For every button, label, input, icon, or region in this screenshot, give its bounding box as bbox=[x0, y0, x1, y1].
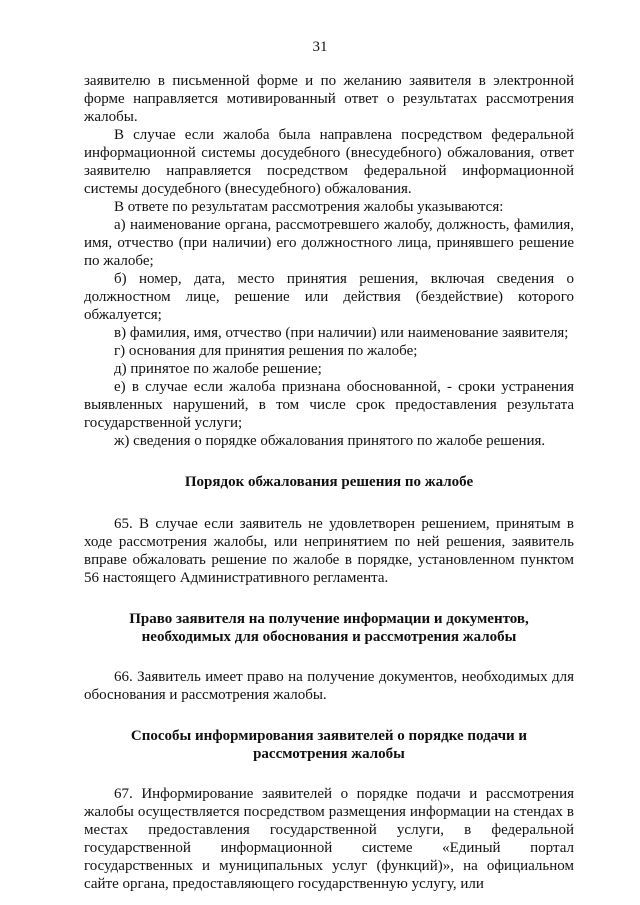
paragraph-65: 65. В случае если заявитель не удовлетворен решением, принятым в ходе рассмотрения жалобы, или непринятием по ней решения, заявитель вправе обжаловать решение по жалобе в порядке, установленном пунктом 56 настоящего Административного регламента. bbox=[84, 516, 574, 586]
paragraph-answer-contents: В ответе по результатам рассмотрения жалобы указываются: bbox=[114, 199, 504, 215]
list-item-d: д) принятое по жалобе решение; bbox=[114, 361, 322, 377]
list-item-g: г) основания для принятия решения по жалобе; bbox=[114, 343, 418, 359]
paragraph-66: 66. Заявитель имеет право на получение документов, необходимых для обоснования и рассмотрения жалобы. bbox=[84, 669, 574, 703]
document-body bbox=[84, 72, 574, 893]
list-item-b: б) номер, дата, место принятия решения, включая сведения о должностном лице, решение или действия (бездействие) которого обжалуется; bbox=[84, 271, 574, 323]
section-heading-informing-line1: Способы информирования заявителей о порядке подачи и bbox=[130, 728, 528, 744]
section-heading-informing bbox=[84, 727, 574, 763]
list-item-zh: ж) сведения о порядке обжалования принятого по жалобе решения. bbox=[114, 433, 546, 449]
section-heading-rights-line2: необходимых для обоснования и рассмотрения жалобы bbox=[141, 629, 517, 645]
section-heading-rights bbox=[84, 610, 574, 646]
section-heading-informing-line2: рассмотрения жалобы bbox=[253, 746, 405, 762]
section-heading-rights-line1: Право заявителя на получение информации и документов, bbox=[129, 611, 529, 627]
list-item-v: в) фамилия, имя, отчество (при наличии) или наименование заявителя; bbox=[114, 325, 569, 341]
paragraph-continuation: заявителю в письменной форме и по желанию заявителя в электронной форме направляется мотивированный ответ о результатах рассмотрения жалобы. bbox=[84, 73, 574, 125]
list-item-e: е) в случае если жалоба признана обоснованной, - сроки устранения выявленных нарушений, в том числе срок предоставления результата государственной услуги; bbox=[84, 379, 574, 431]
section-heading-appeal: Порядок обжалования решения по жалобе bbox=[184, 474, 474, 490]
page-number: 31 bbox=[312, 39, 328, 55]
paragraph-federal-system: В случае если жалоба была направлена посредством федеральной информационной системы досудебного (внесудебного) обжалования, ответ заявителю направляется посредством федеральной информационной системы досудебного (внесудебного) обжалования. bbox=[84, 127, 574, 197]
paragraph-67: 67. Информирование заявителей о порядке подачи и рассмотрения жалобы осуществляется посредством размещения информации на стендах в местах предоставления государственной услуги, в федеральной государственной информационной системе «Единый портал государственных и муниципальных услуг (функций)», на официальном сайте органа, предоставляющего государственную услугу, или bbox=[84, 786, 574, 892]
list-item-a: а) наименование органа, рассмотревшего жалобу, должность, фамилия, имя, отчество (при наличии) его должностного лица, принявшего решение по жалобе; bbox=[84, 217, 574, 269]
